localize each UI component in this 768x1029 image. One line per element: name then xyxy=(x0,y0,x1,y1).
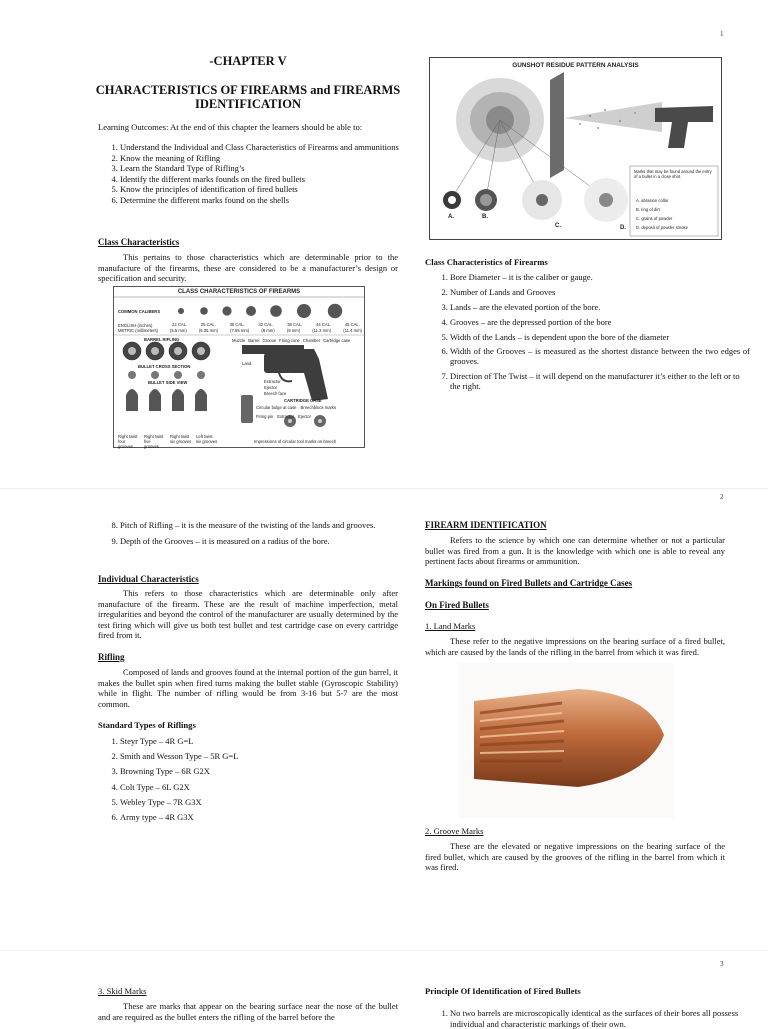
revolver-label: Ejector xyxy=(264,385,278,390)
revolver-labels xyxy=(232,338,362,343)
class-item: 4. Grooves – are the depressed portion of the bore xyxy=(450,317,750,327)
caliber-row xyxy=(172,322,360,327)
land-marks-heading: 1. Land Marks xyxy=(425,621,476,631)
outcomes-list xyxy=(98,142,420,205)
class-item: 9. Depth of the Grooves – it is measured on a radius of the bore. xyxy=(120,536,420,547)
page-separator xyxy=(0,488,768,489)
standard-types-heading: Standard Types of Riflings xyxy=(98,720,196,730)
rifling-type-item: 5. Webley Type – 7R G3X xyxy=(120,797,420,807)
class-item: 2. Number of Lands and Grooves xyxy=(450,287,750,297)
impressions-label: Impressions of circular tool marks on breech xyxy=(254,439,337,444)
revolver-label: Barrel xyxy=(248,338,260,343)
bullet-twist-label: Right twist six grooves xyxy=(170,434,192,444)
rifling-type-item: 6. Army type – 4R G3X xyxy=(120,812,420,822)
english-label: ENGLISH (inches) xyxy=(118,323,153,328)
caliber-label: 30 CAL. xyxy=(229,322,245,327)
gsr-legend-item: B. ring of dirt xyxy=(636,207,660,212)
groove-marks-paragraph: These are the elevated or negative impressions on the bearing surface of the fired bullet, which are caused by the grooves of the rifling in the barrel from which it was fired. xyxy=(425,841,725,872)
page-separator xyxy=(0,950,768,951)
metric-label: METRIC (millimeters) xyxy=(118,328,159,333)
principle-item: 1. No two barrels are microscopically identical as the surfaces of their bores all possess individual and characteristic markings of their own. xyxy=(450,1008,750,1029)
bullet-twist-labels xyxy=(118,434,218,449)
revolver-label: Extractor xyxy=(264,379,281,384)
firearm-identification-paragraph: Refers to the science by which one can determine whether or not a particular bullet was fired from a gun. It is the knowledge with which one is able to reveal any pertinent facts about firearms or ammunition. xyxy=(425,535,725,566)
case-label: Firing pin xyxy=(256,414,274,419)
outcome-item: 3. Learn the Standard Type of Rifling’s xyxy=(120,163,420,174)
individual-characteristics-heading: Individual Characteristics xyxy=(98,574,199,584)
rifling-type-item: 4. Colt Type – 6L G2X xyxy=(120,782,420,792)
bullet-twist-label: Left twist six grooves xyxy=(196,434,218,444)
class-item: 5. Width of the Lands – is dependent upon the bore of the diameter xyxy=(450,332,750,342)
outcome-item: 1. Understand the Individual and Class Characteristics of Firearms and ammunitions xyxy=(120,142,420,153)
gsr-legend-item: D. deposit of powder smoke xyxy=(636,225,688,230)
case-label: Breechblock marks xyxy=(300,405,337,410)
caliber-label: 25 CAL. xyxy=(200,322,216,327)
caliber-label: 38 CAL. xyxy=(287,322,303,327)
mm-label: (5.5 mm) xyxy=(170,328,187,333)
revolver-label: Cartridge case xyxy=(323,338,351,343)
caliber-label: 44 CAL. xyxy=(315,322,332,327)
bullet-photo-illustration xyxy=(458,663,674,818)
gsr-title: GUNSHOT RESIDUE PATTERN ANALYSIS xyxy=(512,62,639,69)
mm-row xyxy=(170,328,362,333)
revolver-label: Groove xyxy=(262,338,277,343)
standard-types-list xyxy=(98,736,420,827)
class-chart-title: CLASS CHARACTERISTICS OF FIREARMS xyxy=(177,289,301,295)
land-marks-paragraph: These refer to the negative impressions on the bearing surface of a fired bullet, which are caused by the lands of the rifling in the barrel from which it was fired. xyxy=(425,636,725,657)
firearm-identification-heading: FIREARM IDENTIFICATION xyxy=(425,520,547,530)
rifling-heading: Rifling xyxy=(98,652,125,662)
gsr-legend-item: C. grains of powder xyxy=(636,216,673,221)
skid-marks-paragraph: These are marks that appear on the bearing surface near the nose of the bullet and are required as the bullet enters the rifling of the barrel before the xyxy=(98,1001,398,1022)
individual-characteristics-paragraph: This refers to those characteristics which are determinable only after manufacture of the firearm. These are the result of machine imperfection, metal irregularities and beyond the control of the manufacturer are usually determined by the test firing which will give us both test bullet and test cartridge case on every cartridge fired from it. xyxy=(98,588,398,640)
rifling-paragraph: Composed of lands and grooves found at the internal portion of the gun barrel, it makes the bullet spin when fired turns making the bullet stable (Gyroscopic Stability) while in flight. The number of rifling would be from 3-16 but 5-7 are the most common. xyxy=(98,667,398,709)
gsr-letter-c: C. xyxy=(555,223,561,229)
page-number-2: 2 xyxy=(720,493,724,501)
outcome-item: 6. Determine the different marks found on the shells xyxy=(120,195,420,206)
caliber-label: 22 CAL. xyxy=(172,322,188,327)
bullet-twist-label: Right twist five grooves xyxy=(144,434,164,449)
outcome-item: 2. Know the meaning of Rifling xyxy=(120,153,420,164)
mm-label: (11.3 mm) xyxy=(312,328,332,333)
gsr-note: Marks that may be found around the entry of a bullet in a close shot. xyxy=(634,169,712,179)
page-number-1: 1 xyxy=(720,30,724,38)
gsr-letter-d: D. xyxy=(620,225,626,231)
continued-class-list xyxy=(98,520,420,546)
skid-marks-heading: 3. Skid Marks xyxy=(98,986,147,996)
mm-label: (8 mm) xyxy=(261,328,275,333)
class-item: 3. Lands – are the elevated portion of the bore. xyxy=(450,302,750,312)
class-characteristics-paragraph: This pertains to those characteristics which are determinable prior to the manufacture of the firearms, these are considered to be a manufacturer’s design or specification and security. xyxy=(98,252,398,283)
markings-heading: Markings found on Fired Bullets and Cartridge Cases xyxy=(425,578,633,588)
mm-label: (7.65 mm) xyxy=(230,328,250,333)
chapter-title: CHARACTERISTICS OF FIREARMS and FIREARMS IDENTIFICATION xyxy=(95,83,401,111)
revolver-label: Land xyxy=(242,361,252,366)
revolver-label: Chamber xyxy=(302,338,321,343)
outcome-item: 4. Identify the different marks founds on the fired bullets xyxy=(120,174,420,185)
case-label: Circular bulge at case xyxy=(256,405,297,410)
class-item: 6. Width of the Grooves – is measured as the shortest distance between the two edges of grooves. xyxy=(450,346,750,366)
case-labels xyxy=(256,405,356,419)
caliber-label: 45 CAL. xyxy=(344,322,360,327)
mm-label: (6.35 mm) xyxy=(198,328,218,333)
class-characteristics-of-firearms-heading: Class Characteristics of Firearms xyxy=(425,257,548,267)
rifling-type-item: 2. Smith and Wesson Type – 5R G=L xyxy=(120,751,420,761)
outcome-item: 5. Know the principles of identification of fired bullets xyxy=(120,184,420,195)
caliber-label: 32 CAL. xyxy=(258,322,274,327)
principle-list xyxy=(428,1008,750,1029)
fired-bullet-photo xyxy=(458,663,674,818)
rifling-type-item: 3. Browning Type – 6R G2X xyxy=(120,766,420,776)
class-characteristics-figure xyxy=(113,286,365,448)
bullet-side-view-label: BULLET SIDE VIEW xyxy=(148,380,188,385)
principle-heading: Principle Of Identification of Fired Bullets xyxy=(425,986,581,996)
bullet-cross-section-label: BULLET CROSS SECTION xyxy=(138,364,191,369)
class-item: 1. Bore Diameter – it is the caliber or gauge. xyxy=(450,272,750,282)
gsr-legend-item: A. abrasion collar xyxy=(636,198,669,203)
page-number-3: 3 xyxy=(720,960,724,968)
class-item: 8. Pitch of Rifling – it is the measure of the twisting of the lands and grooves. xyxy=(120,520,420,531)
revolver-label: Firing cone xyxy=(279,338,300,343)
rifling-type-item: 1. Steyr Type – 4R G=L xyxy=(120,736,420,746)
case-label: Ejector xyxy=(298,414,312,419)
on-fired-bullets-heading: On Fired Bullets xyxy=(425,600,489,610)
class-characteristics-heading: Class Characteristics xyxy=(98,237,180,247)
gsr-letter-b: B. xyxy=(482,214,488,220)
gunshot-residue-figure xyxy=(429,57,722,240)
mm-label: (11.4 mm) xyxy=(343,328,362,333)
class-item: 7. Direction of The Twist – it will depend on the manufacturer it’s either to the left or to the right. xyxy=(450,371,750,391)
revolver-label: Muzzle xyxy=(232,338,246,343)
mm-label: (9 mm) xyxy=(286,328,301,333)
gsr-legend xyxy=(636,196,716,232)
common-calibers-label: COMMON CALIBERS xyxy=(118,309,161,314)
revolver-label: Breech face xyxy=(264,391,287,396)
bullet-twist-label: Right twist four grooves xyxy=(118,434,138,449)
learning-outcomes-intro: Learning Outcomes: At the end of this chapter the learners should be able to: xyxy=(98,122,363,132)
barrel-rifling-label: BARREL RIFLING xyxy=(144,337,180,342)
groove-marks-heading: 2. Groove Marks xyxy=(425,826,484,836)
gsr-letter-a: A. xyxy=(448,214,454,220)
class-characteristics-list xyxy=(428,272,750,396)
chapter-heading: -CHAPTER V xyxy=(209,54,287,68)
cartridge-case-label: CARTRIDGE CASE xyxy=(284,398,322,403)
case-label: Extractor xyxy=(277,414,294,419)
